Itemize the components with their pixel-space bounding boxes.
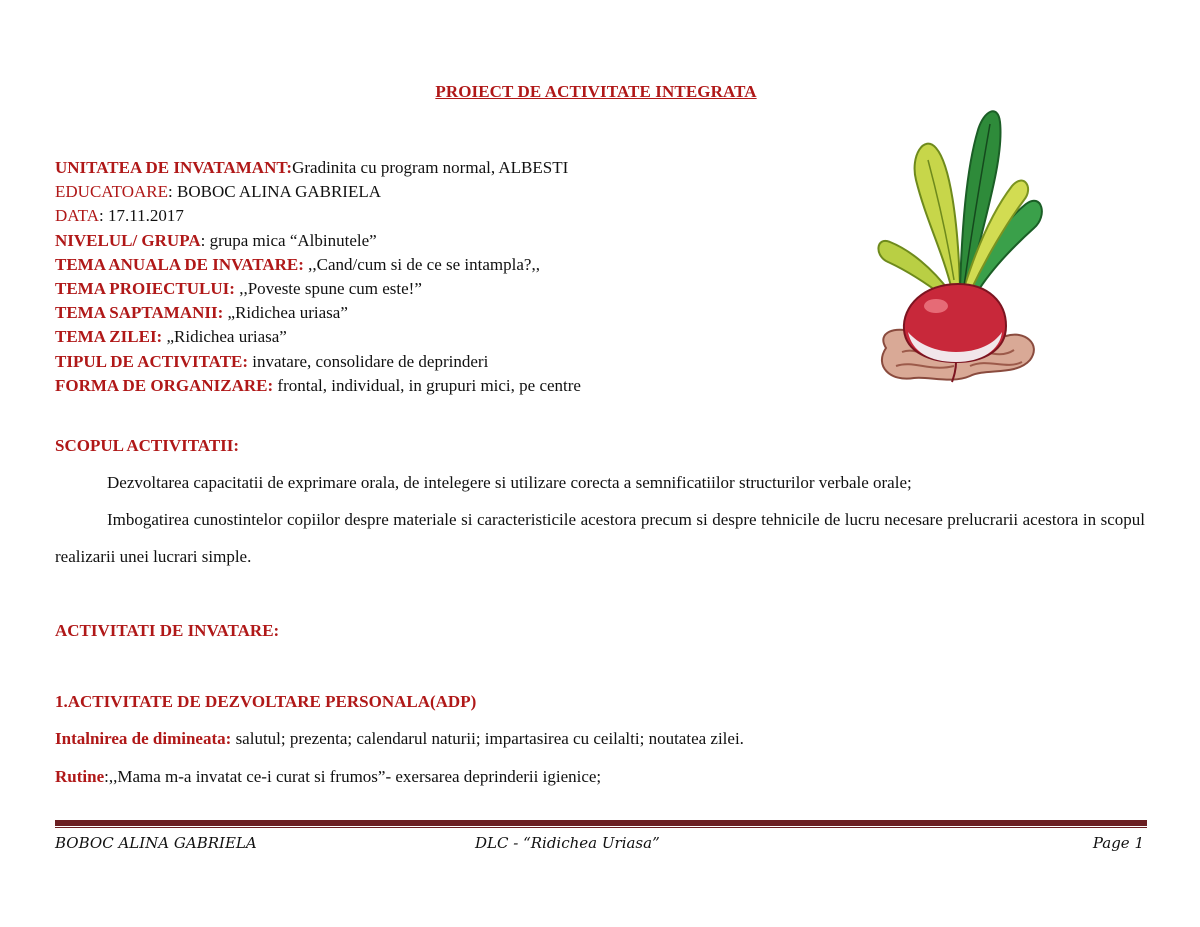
info-line-annual-theme (55, 253, 815, 277)
info-value: : BOBOC ALINA GABRIELA (168, 182, 382, 202)
morning-meeting-text: salutul; prezenta; calendarul naturii; impartasirea cu ceilalti; noutatea zilei. (231, 729, 744, 748)
routines-line (55, 767, 601, 787)
scope-paragraph-2 (55, 501, 1145, 575)
footer-divider-thin (55, 827, 1147, 828)
info-label: TIPUL DE ACTIVITATE: (55, 351, 249, 371)
document-title: PROIECT DE ACTIVITATE INTEGRATA (435, 82, 757, 101)
info-label: EDUCATOARE (55, 182, 169, 202)
info-line-school (55, 156, 815, 180)
scope-heading: SCOPUL ACTIVITATII: (55, 436, 240, 455)
footer-course: DLC - “Ridichea Uriasa” (475, 834, 660, 852)
info-label: DATA (55, 206, 99, 226)
project-info-block (55, 156, 815, 398)
info-value: invatare, consolidare de deprinderi (248, 351, 489, 371)
footer-page-number: Page 1 (1092, 834, 1144, 852)
scope-paragraph-1 (55, 464, 1145, 501)
info-line-teacher (55, 180, 815, 204)
info-value: : 17.11.2017 (98, 206, 184, 226)
info-value: „Ridichea uriasa” (162, 327, 287, 347)
info-value: „Ridichea uriasa” (223, 303, 348, 323)
scope-text-2: Imbogatirea cunostintelor copiilor despre materiale si caracteristicile acestora precum si despre tehnicile de lucru necesare prelucrarii acestora in scopul realizarii unei lucrari simple. (55, 510, 1145, 566)
info-label: TEMA SAPTAMANII: (55, 303, 224, 323)
info-line-group (55, 229, 815, 253)
info-label: FORMA DE ORGANIZARE: (55, 375, 274, 395)
info-line-project-theme (55, 277, 815, 301)
info-value: frontal, individual, in grupuri mici, pe centre (273, 375, 581, 395)
routines-text: :,,Mama m-a invatat ce-i curat si frumos”- exersarea deprinderii igienice; (104, 767, 602, 786)
info-value: : grupa mica “Albinutele” (200, 230, 377, 250)
footer-divider (55, 820, 1147, 826)
radish-illustration (866, 100, 1046, 400)
info-value: ,,Poveste spune cum este!” (234, 279, 422, 299)
scope-text-1: Dezvoltarea capacitatii de exprimare orala, de intelegere si utilizare corecta a semnificatiilor structurilor verbale orale; (107, 473, 912, 492)
info-line-day-theme (55, 325, 815, 349)
info-line-organization (55, 374, 815, 398)
info-value: ,,Cand/cum si de ce se intampla?,, (303, 254, 540, 274)
info-label: NIVELUL/ GRUPA (55, 230, 201, 250)
adp-heading: 1.ACTIVITATE DE DEZVOLTARE PERSONALA(ADP) (55, 692, 477, 711)
info-label: TEMA PROIECTULUI: (55, 279, 235, 299)
activities-heading: ACTIVITATI DE INVATARE: (55, 621, 280, 640)
info-line-activity-type (55, 350, 815, 374)
info-value: Gradinita cu program normal, ALBESTI (292, 158, 569, 177)
info-label: UNITATEA DE INVATAMANT: (55, 158, 293, 177)
morning-meeting-line (55, 729, 744, 749)
footer-author: BOBOC ALINA GABRIELA (55, 834, 257, 852)
routines-label: Rutine (55, 767, 105, 786)
info-label: TEMA ANUALA DE INVATARE: (55, 254, 304, 274)
info-label: TEMA ZILEI: (55, 327, 163, 347)
morning-meeting-label: Intalnirea de dimineata: (55, 729, 232, 748)
info-line-week-theme (55, 301, 815, 325)
info-line-date (55, 204, 815, 228)
